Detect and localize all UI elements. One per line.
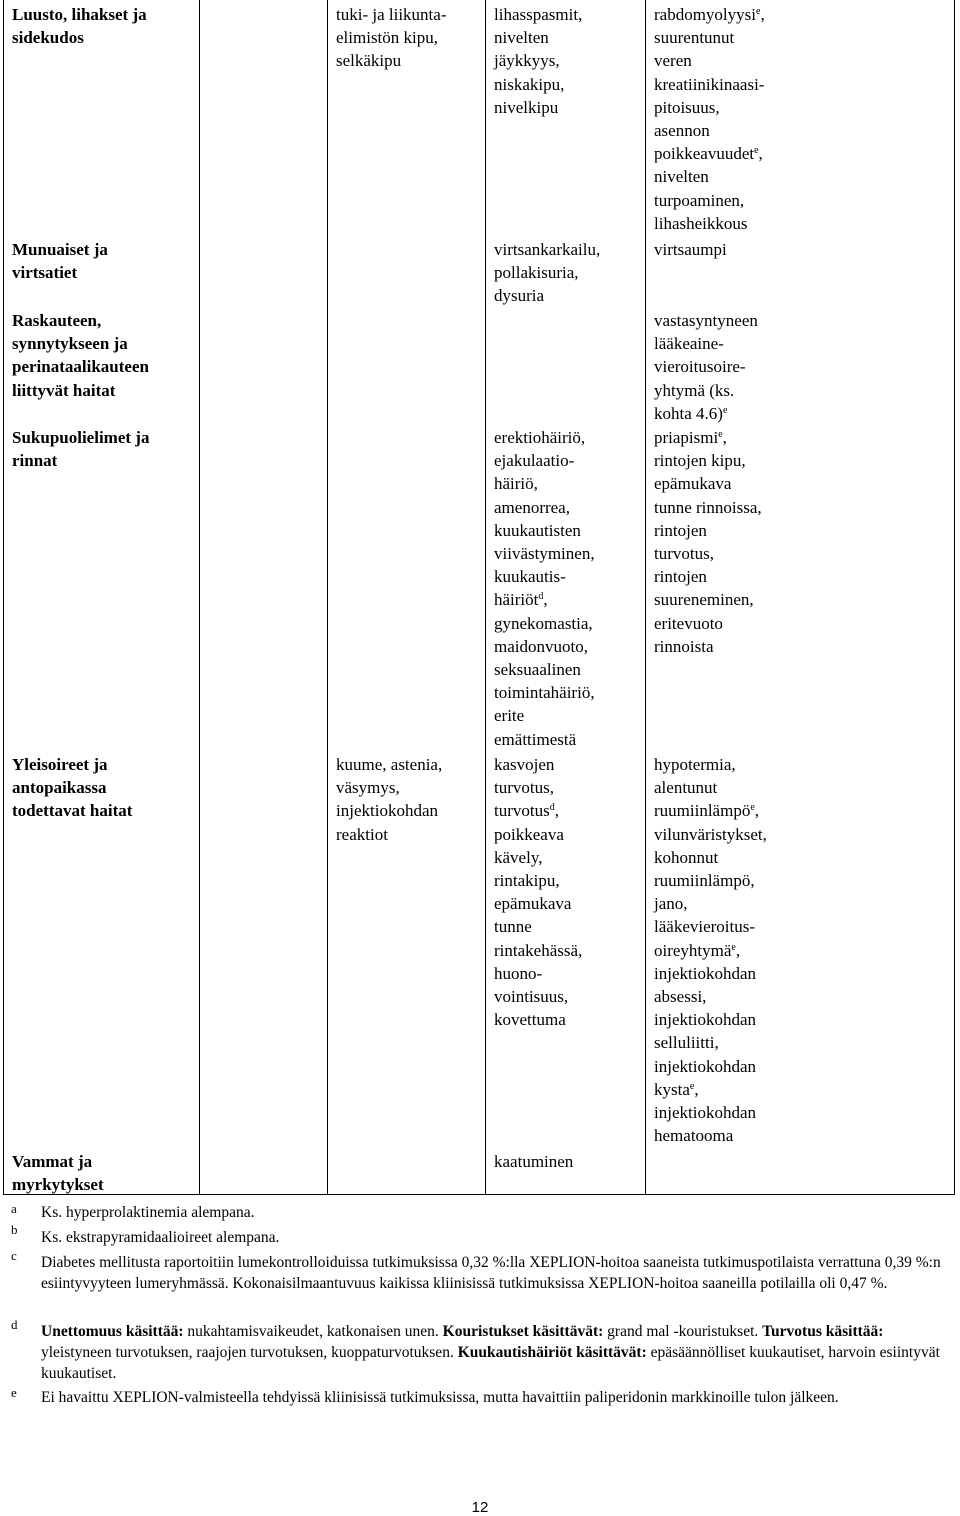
very-rare-cell: virtsaumpi (654, 240, 727, 259)
cell-text: , injektiokohdan absessi, injektiokohdan selluliitti, injektiokohdan kysta (654, 940, 756, 1099)
cell-text: hypotermia, alentunut ruumiinlämpö (654, 755, 751, 821)
footnote-text: Diabetes mellitusta raportoitiin lumekontrolloiduissa tutkimuksissa 0,32 %:lla XEPLION-hoitoa saaneista tutkimuspotilaista verrattuna 0,39 %:n esiintyvyyteen lumeryhmässä. Kokonaisilmaantuvuus kaikissa kliinisissä tutkimuksissa XEPLION-hoitoa saaneilla potilailla oli 0,47 %. (41, 1254, 941, 1292)
table-border-bottom (3, 1194, 955, 1195)
very-rare-cell (654, 753, 767, 1147)
cell-text: , nivelten turpoaminen, lihasheikkous (654, 144, 763, 233)
footnote-ref: e (718, 429, 723, 440)
column-divider (645, 0, 646, 1195)
cell-text: , gynekomastia, maidonvuoto, seksuaalinen toimintahäiriö, erite emättimestä (494, 590, 595, 749)
footnote-ref: e (689, 1080, 695, 1092)
row-category: Luusto, lihakset ja sidekudos (12, 5, 147, 48)
table-border-left (3, 0, 4, 1195)
rare-cell (494, 753, 582, 1031)
table-border-right (954, 0, 955, 1195)
cell-text: , suurentunut veren kreatiinikinaasi- pitoisuus, asennon poikkeavuudet (654, 5, 765, 164)
footnote-text: Ks. ekstrapyramidaalioireet alempana. (41, 1229, 280, 1246)
cell-text: priapismi (654, 428, 719, 447)
row-category: Sukupuolielimet ja rinnat (12, 428, 150, 471)
row-category: Vammat ja myrkytykset (12, 1152, 104, 1195)
footnote-ref: e (756, 6, 761, 17)
term-text: yleistyneen turvotuksen, raajojen turvotuksen, kuoppaturvotuksen. (41, 1344, 458, 1361)
term-text: grand mal -kouristukset. (603, 1323, 763, 1340)
cell-text: vastasyntyneen lääkeaine- vieroitusoire- yhtymä (ks. kohta 4.6) (654, 311, 758, 423)
term-label: Unettomuus käsittää: (41, 1323, 184, 1340)
footnote-text: Ks. hyperprolaktinemia alempana. (41, 1204, 255, 1221)
uncommon-cell: tuki- ja liikunta- elimistön kipu, selkäkipu (336, 5, 447, 71)
cell-text: , injektiokohdan hematooma (654, 1079, 756, 1146)
very-rare-cell (654, 3, 765, 235)
very-rare-cell (654, 309, 758, 425)
footnote-ref: e (722, 404, 728, 416)
footnote-text: Ei havaittu XEPLION-valmisteella tehdyissä kliinisissä tutkimuksissa, mutta havaittiin paliperidonin markkinoille tulon jälkeen. (41, 1389, 839, 1406)
cell-text: , rintojen kipu, epämukava tunne rinnoissa, rintojen turvotus, rintojen suureneminen, eritevuoto rinnoista (654, 428, 762, 656)
column-divider (327, 0, 328, 1195)
footnote-letter: e (11, 1385, 17, 1400)
term-text: nukahtamisvaikeudet, katkonaisen unen. (183, 1323, 443, 1340)
footnote-letter: c (11, 1248, 17, 1263)
footnote-ref: e (731, 941, 736, 953)
cell-text: , vilunväristykset, kohonnut ruumiinlämpö, jano, lääkevieroitus- oireyhtymä (654, 801, 767, 960)
page-number: 12 (471, 1499, 489, 1516)
footnote-text (41, 1321, 941, 1384)
footnote-ref: d (549, 802, 555, 814)
adverse-reactions-table (3, 0, 955, 1195)
footnote-ref: e (750, 802, 755, 814)
rare-cell (494, 426, 595, 751)
column-divider (199, 0, 200, 1195)
footnote-letter: d (11, 1317, 18, 1332)
footnote-ref: e (754, 145, 759, 157)
uncommon-cell: kuume, astenia, väsymys, injektiokohdan reaktiot (336, 755, 443, 844)
footnote-ref: d (538, 591, 544, 603)
term-label: Kuukautishäiriöt käsittävät: (457, 1344, 647, 1361)
rare-cell: kaatuminen (494, 1152, 574, 1171)
term-text: epäsäännölliset kuukautiset, harvoin esiintyvät kuukautiset. (41, 1344, 940, 1382)
very-rare-cell (654, 426, 762, 658)
term-label: Kouristukset käsittävät: (442, 1323, 604, 1340)
row-category: Yleisoireet ja antopaikassa todettavat haitat (12, 755, 133, 821)
rare-cell: lihasspasmit, nivelten jäykkyys, niskakipu, nivelkipu (494, 5, 583, 117)
rare-cell: virtsankarkailu, pollakisuria, dysuria (494, 240, 601, 306)
cell-text: rabdomyolyysi (654, 5, 756, 24)
term-label: Turvotus käsittää: (762, 1323, 884, 1340)
footnote-letter: a (11, 1201, 17, 1216)
column-divider (485, 0, 486, 1195)
cell-text: erektiohäiriö, ejakulaatio- häiriö, amenorrea, kuukautisten viivästyminen, kuukautis- häiriöt (494, 428, 595, 610)
footnote-letter: b (11, 1222, 18, 1237)
row-category: Raskauteen, synnytykseen ja perinataalikauteen liittyvät haitat (12, 311, 149, 400)
cell-text: , poikkeava kävely, rintakipu, epämukava tunne rintakehässä, huono- vointisuus, kovettuma (494, 801, 583, 1030)
row-category: Munuaiset ja virtsatiet (12, 240, 108, 283)
cell-text: kasvojen turvotus, turvotus (494, 755, 555, 821)
